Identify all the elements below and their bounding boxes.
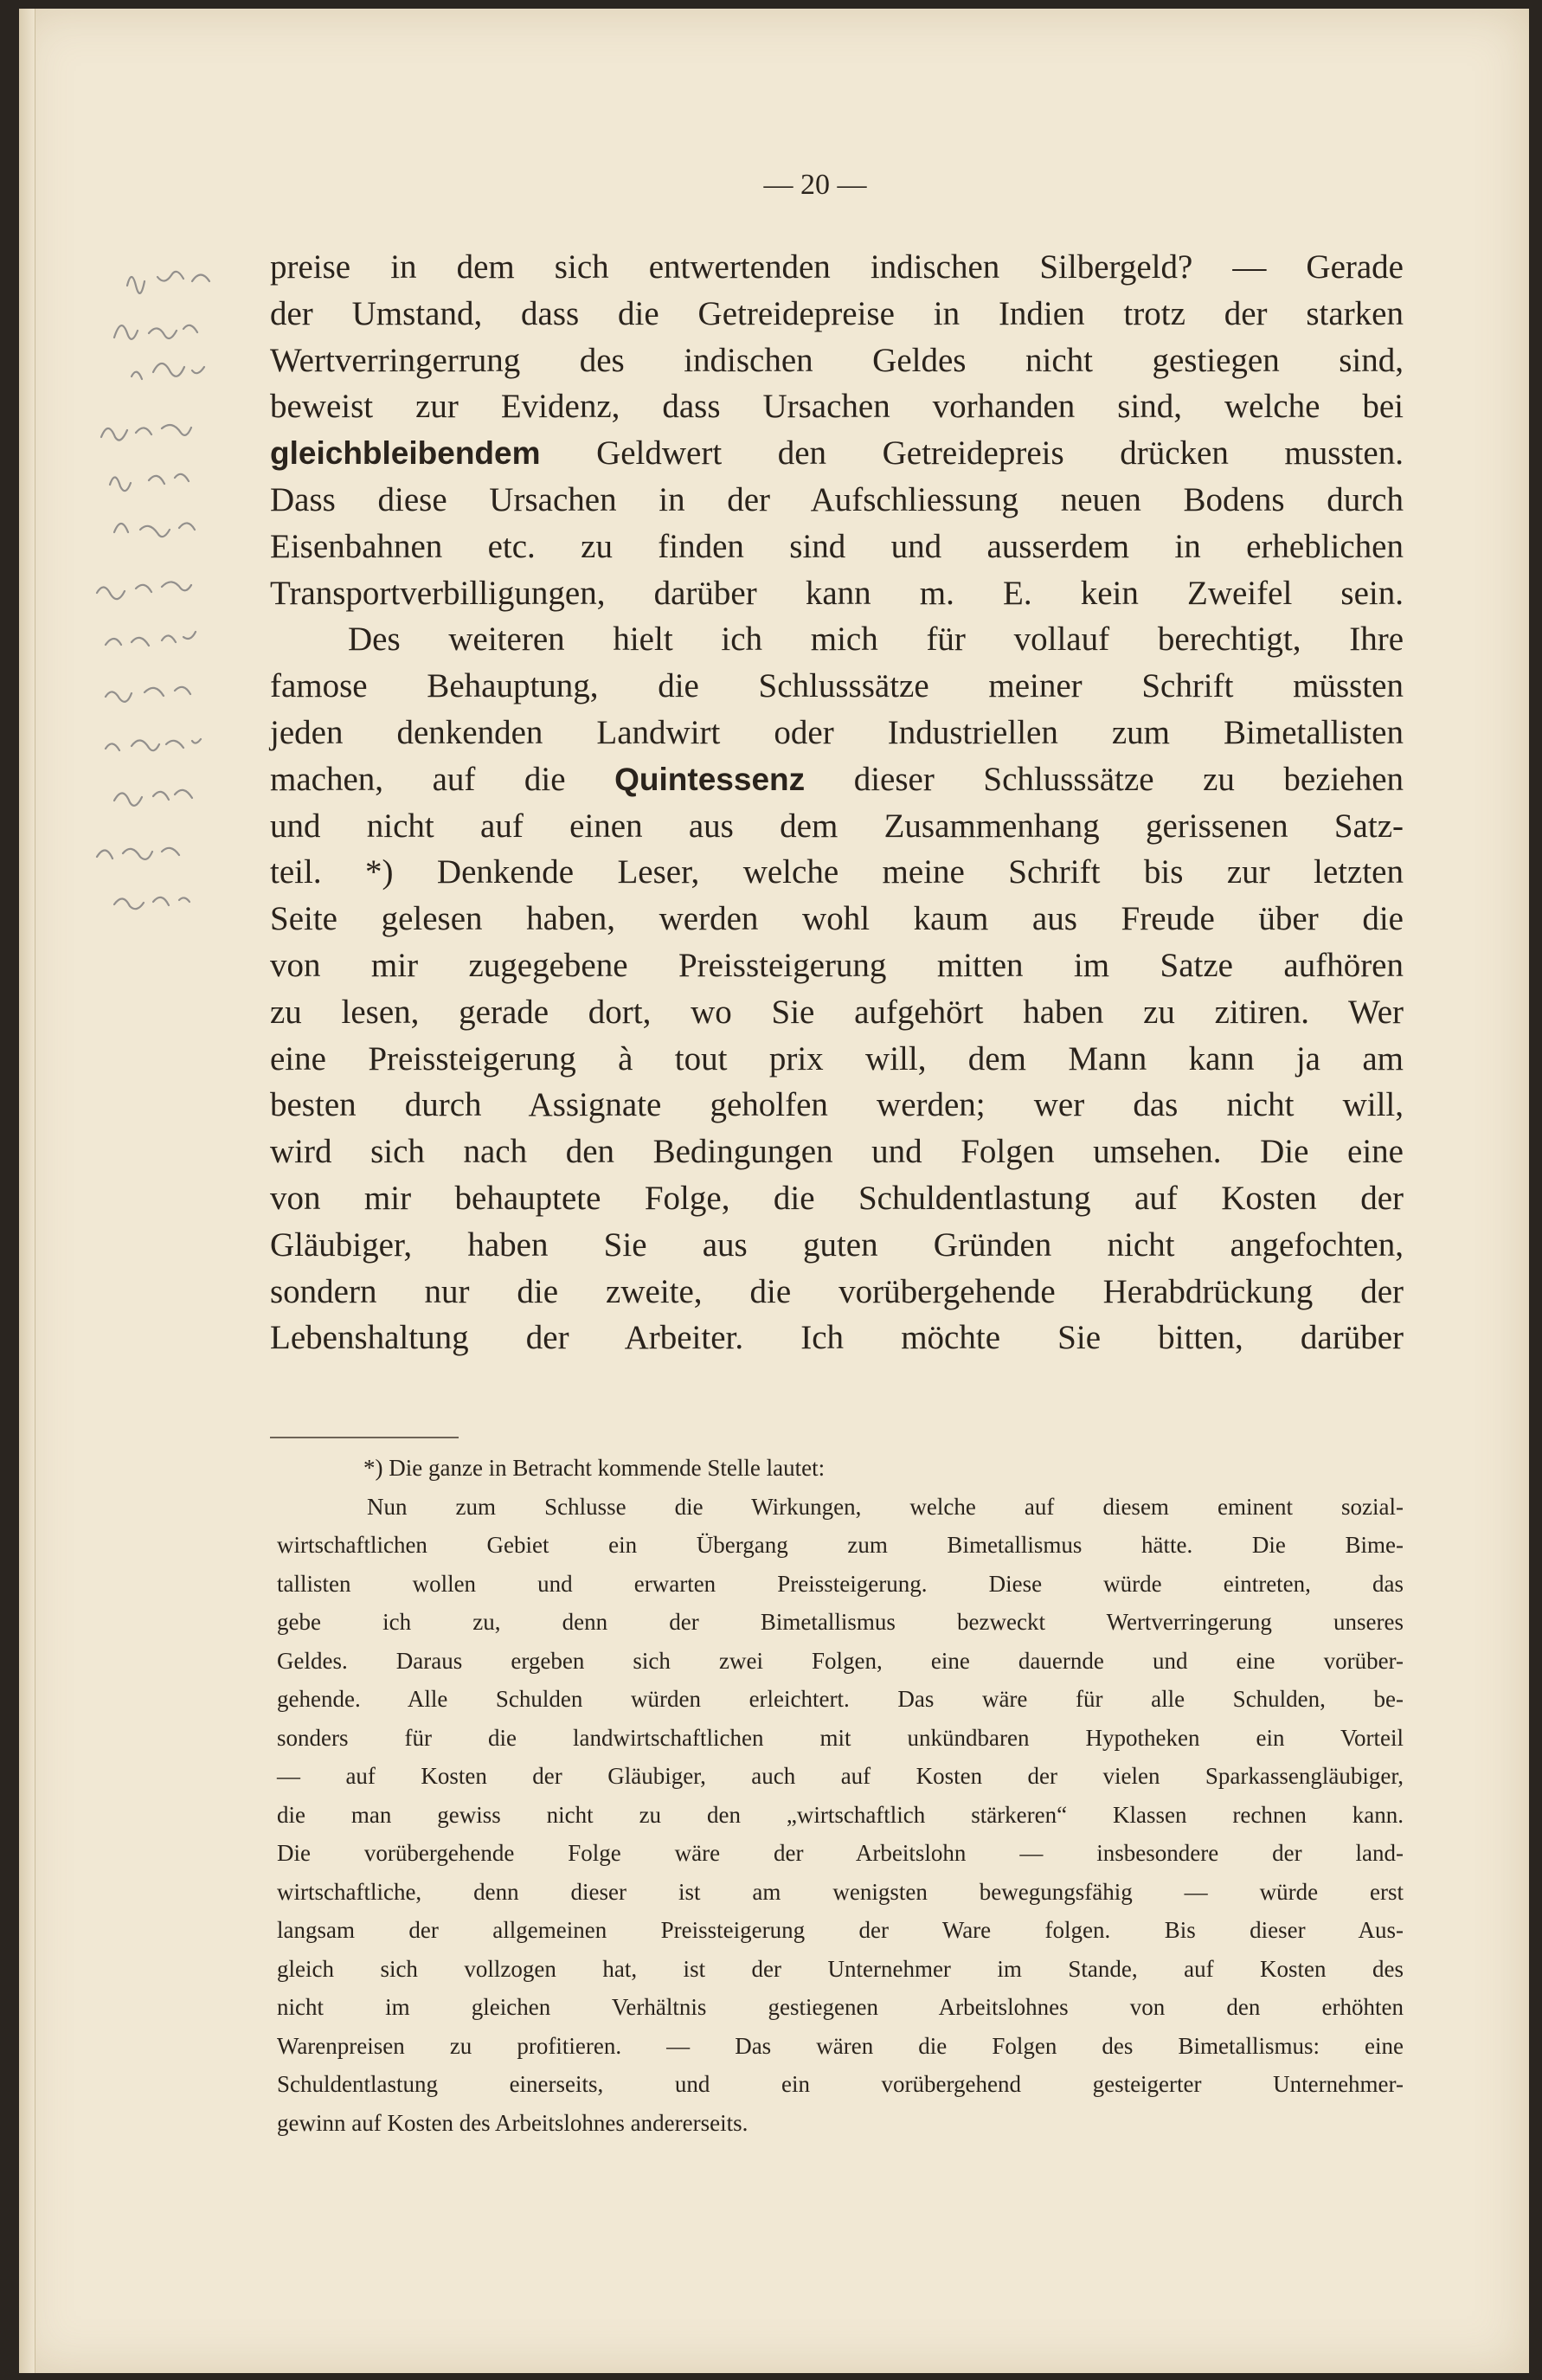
text-line: besten durch Assignate geholfen werden; wer das nicht will, xyxy=(270,1086,1404,1124)
text-line: preise in dem sich entwertenden indischen Silbergeld? — Gerade xyxy=(270,248,1404,286)
footnote-line: gewinn auf Kosten des Arbeitslohnes andererseits. xyxy=(277,2109,749,2136)
text-line: von mir behauptete Folge, die Schuldentlastung auf Kosten der xyxy=(270,1179,1404,1217)
text-line: Eisenbahnen etc. zu finden sind und ausserdem in erheblichen xyxy=(270,527,1404,565)
text-segment: dieser Schlusssätze zu beziehen xyxy=(853,760,1404,798)
footnote-line: wirtschaftliche, denn dieser ist am wenigsten bewegungsfähig — würde erst xyxy=(277,1878,1404,1905)
text-segment: machen, auf die xyxy=(270,760,566,798)
text-line: Dass diese Ursachen in der Aufschliessung neuen Bodens durch xyxy=(270,480,1404,518)
footnote-line: — auf Kosten der Gläubiger, auch auf Kosten der vielen Sparkassengläubiger, xyxy=(277,1763,1404,1789)
text-line: wird sich nach den Bedingungen und Folgen umsehen. Die eine xyxy=(270,1133,1404,1171)
text-line: Des weiteren hielt ich mich für vollauf berechtigt, Ihre xyxy=(348,621,1404,659)
text-line: jeden denkenden Landwirt oder Industriellen zum Bimetallisten xyxy=(270,713,1404,751)
footnote-line: langsam der allgemeinen Preissteigerung der Ware folgen. Bis dieser Aus- xyxy=(277,1917,1404,1943)
text-line: beweist zur Evidenz, dass Ursachen vorhanden sind, welche bei xyxy=(270,388,1404,426)
main-text xyxy=(270,244,1404,1361)
footnote-line: Die vorübergehende Folge wäre der Arbeitslohn — insbesondere der land- xyxy=(277,1840,1404,1866)
text-line xyxy=(270,756,1404,803)
handwritten-margin-notes xyxy=(80,260,279,1039)
footnote-line: wirtschaftlichen Gebiet ein Übergang zum Bimetallismus hätte. Die Bime- xyxy=(277,1532,1404,1558)
footnote-line: tallisten wollen und erwarten Preissteigerung. Diese würde eintreten, das xyxy=(277,1570,1404,1597)
footnote-line: nicht im gleichen Verhältnis gestiegenen Arbeitslohnes von den erhöhten xyxy=(277,1994,1404,2020)
emphasized-word: gleichbleibendem xyxy=(270,435,541,472)
text-line xyxy=(270,430,1404,477)
text-segment: Geldwert den Getreidepreis drücken mussten. xyxy=(596,434,1404,473)
book-page xyxy=(19,9,1529,2373)
footnote xyxy=(277,1449,1404,2142)
footnote-line: Warenpreisen zu profitieren. — Das wären die Folgen des Bimetallismus: eine xyxy=(277,2032,1404,2059)
footnote-line: gleich sich vollzogen hat, ist der Unternehmer im Stande, auf Kosten des xyxy=(277,1955,1404,1982)
text-line: zu lesen, gerade dort, wo Sie aufgehört haben zu zitiren. Wer xyxy=(270,993,1404,1031)
text-line: der Umstand, dass die Getreidepreise in Indien trotz der starken xyxy=(270,294,1404,332)
text-line: teil. *) Denkende Leser, welche meine Schrift bis zur letzten xyxy=(270,853,1404,891)
pencil-scribbles-icon xyxy=(80,260,279,1039)
text-line: Seite gelesen haben, werden wohl kaum aus Freude über die xyxy=(270,900,1404,938)
page-number: — 20 — xyxy=(763,169,867,201)
text-line: eine Preissteigerung à tout prix will, dem Mann kann ja am xyxy=(270,1039,1404,1077)
text-line: und nicht auf einen aus dem Zusammenhang gerissenen Satz- xyxy=(270,807,1404,845)
footnote-line: *) Die ganze in Betracht kommende Stelle lautet: xyxy=(363,1455,826,1481)
footnote-divider xyxy=(270,1437,459,1438)
page-binding-edge xyxy=(19,9,35,2373)
footnote-line: gehende. Alle Schulden würden erleichtert. Das wäre für alle Schulden, be- xyxy=(277,1686,1404,1712)
footnote-line: gebe ich zu, denn der Bimetallismus bezweckt Wertverringerung unseres xyxy=(277,1609,1404,1635)
text-line: Transportverbilligungen, darüber kann m. E. kein Zweifel sein. xyxy=(270,574,1404,612)
text-line: Wertverringerrung des indischen Geldes nicht gestiegen sind, xyxy=(270,341,1404,379)
footnote-line: Nun zum Schlusse die Wirkungen, welche auf diesem eminent sozial- xyxy=(367,1493,1404,1520)
text-line: Lebenshaltung der Arbeiter. Ich möchte Sie bitten, darüber xyxy=(270,1319,1404,1357)
footnote-line: Schuldentlastung einerseits, und ein vorübergehend gesteigerter Unternehmer- xyxy=(277,2071,1404,2097)
text-line: famose Behauptung, die Schlusssätze meiner Schrift müssten xyxy=(270,667,1404,705)
footnote-line: Geldes. Daraus ergeben sich zwei Folgen, eine dauernde und eine vorüber- xyxy=(277,1647,1404,1674)
text-line: sondern nur die zweite, die vorübergehende Herabdrückung der xyxy=(270,1272,1404,1310)
footnote-line: sonders für die landwirtschaftlichen mit unkündbaren Hypotheken ein Vorteil xyxy=(277,1724,1404,1751)
text-line: Gläubiger, haben Sie aus guten Gründen nicht angefochten, xyxy=(270,1225,1404,1264)
text-line: von mir zugegebene Preissteigerung mitten im Satze aufhören xyxy=(270,946,1404,984)
footnote-line: die man gewiss nicht zu den „wirtschaftlich stärkeren“ Klassen rechnen kann. xyxy=(277,1801,1404,1828)
emphasized-word: Quintessenz xyxy=(614,761,806,797)
